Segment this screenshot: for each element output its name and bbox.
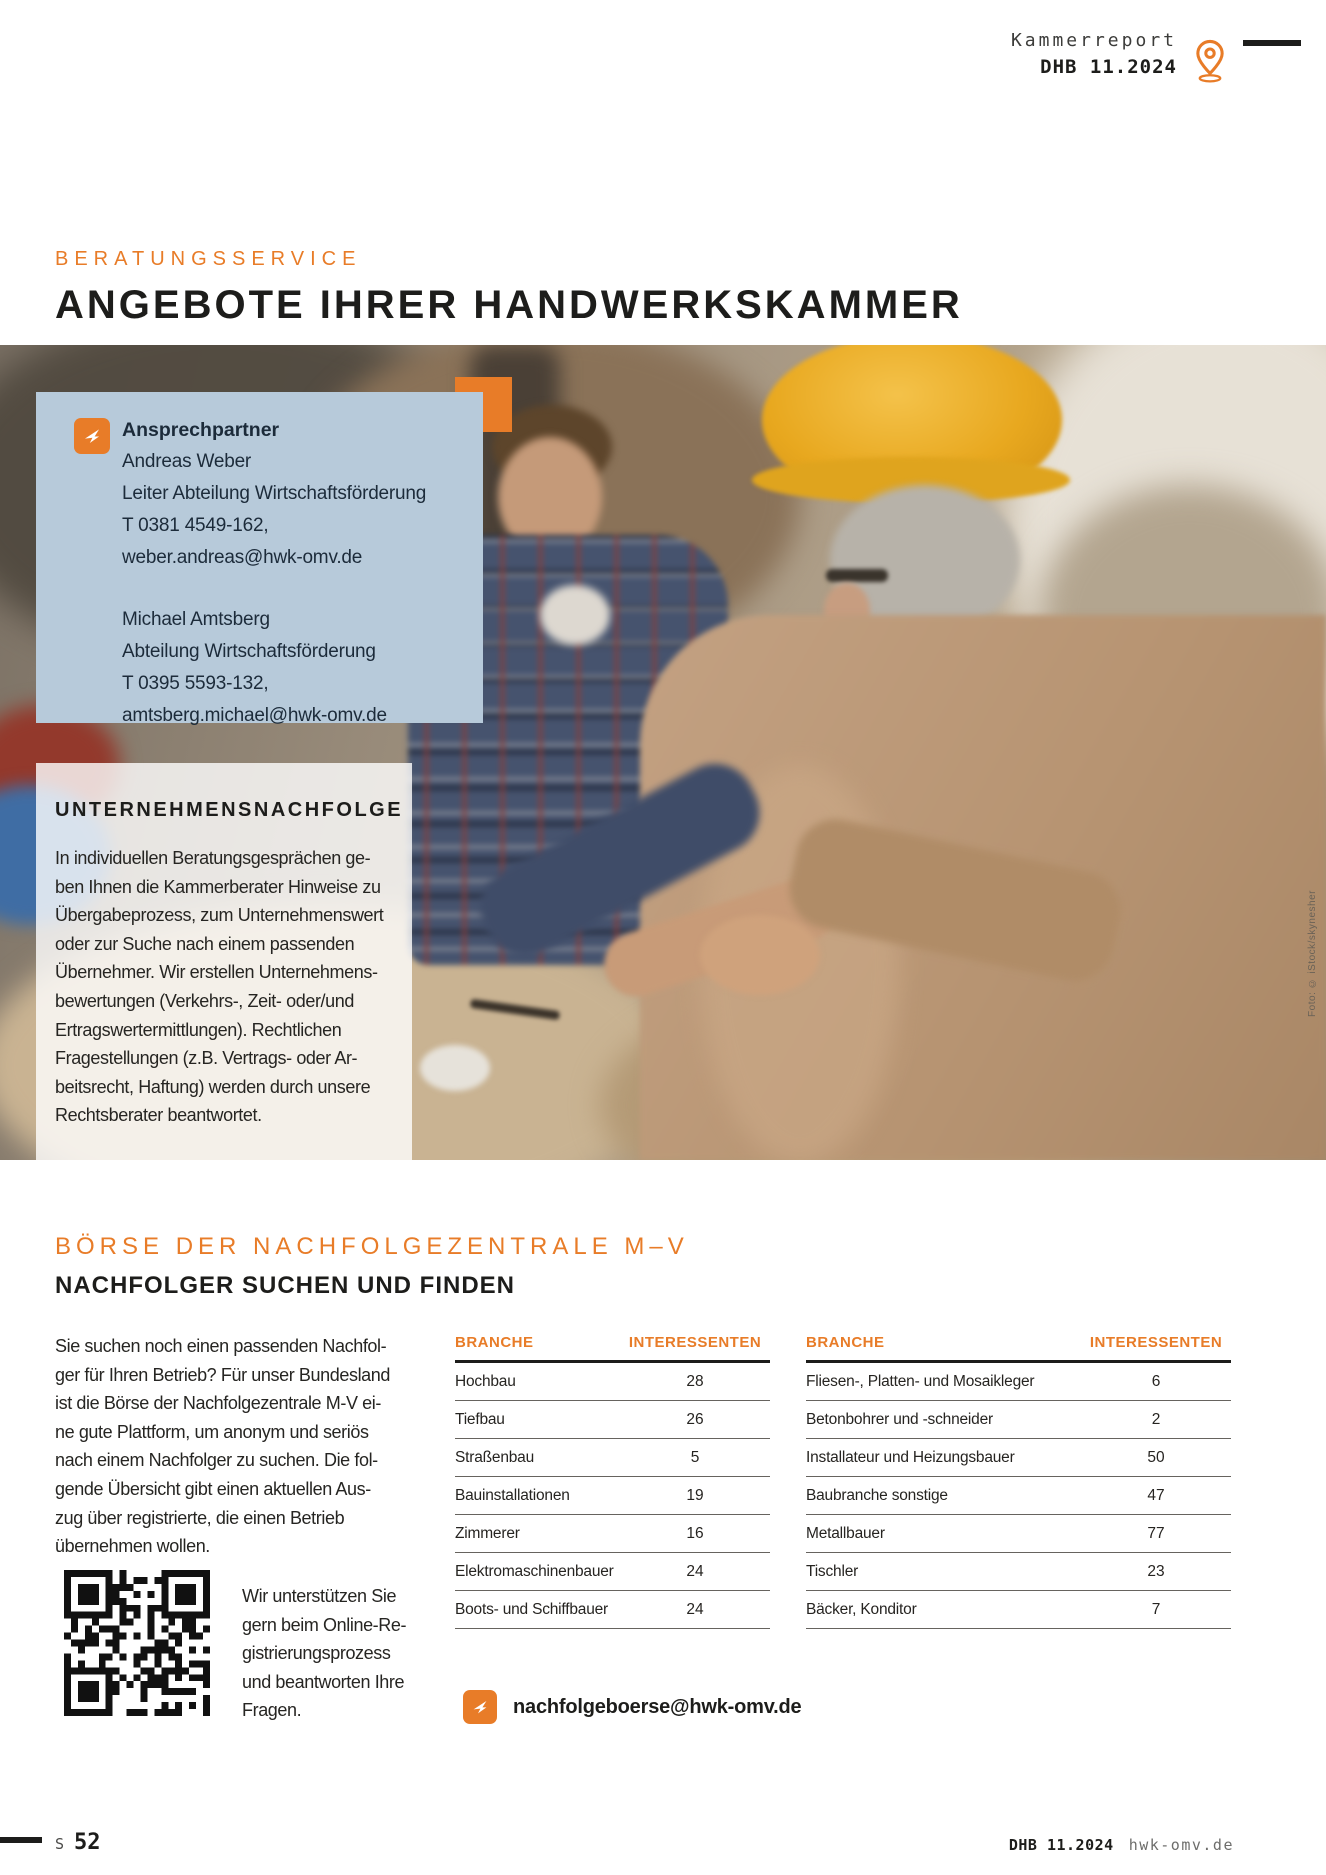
succession-title: UNTERNEHMENSNACHFOLGE bbox=[55, 799, 404, 821]
column-header-branch: BRANCHE bbox=[455, 1334, 534, 1351]
bird-icon bbox=[463, 1690, 497, 1724]
table-row bbox=[455, 1477, 770, 1515]
table-cell-count: 5 bbox=[690, 1448, 700, 1466]
text-line: Übergabeprozess, zum Unternehmenswert bbox=[55, 905, 384, 926]
table-cell-branch: Fliesen-, Platten- und Mosaikleger bbox=[806, 1372, 1035, 1390]
table-cell-branch: Metallbauer bbox=[806, 1524, 885, 1542]
boerse-kicker: BÖRSE DER NACHFOLGEZENTRALE M–V bbox=[55, 1233, 689, 1260]
table-cell-branch: Hochbau bbox=[455, 1372, 516, 1390]
text-line: oder zur Suche nach einem passenden bbox=[55, 933, 355, 954]
text-line: Sie suchen noch einen passenden Nachfol- bbox=[55, 1336, 387, 1356]
table-cell-count: 23 bbox=[1147, 1562, 1165, 1580]
contact-email: amtsberg.michael@hwk-omv.de bbox=[122, 705, 387, 726]
table-cell-count: 50 bbox=[1147, 1448, 1165, 1466]
page-edge-mark-top bbox=[1243, 40, 1301, 46]
table-row bbox=[806, 1591, 1231, 1629]
table-body bbox=[455, 1363, 770, 1629]
table-row bbox=[806, 1515, 1231, 1553]
succession-panel bbox=[36, 763, 412, 1160]
contact-name: Andreas Weber bbox=[122, 451, 252, 472]
table-cell-count: 26 bbox=[686, 1410, 704, 1428]
contact-email: weber.andreas@hwk-omv.de bbox=[122, 547, 363, 568]
table-cell-count: 7 bbox=[1151, 1600, 1161, 1618]
table-row bbox=[455, 1439, 770, 1477]
qr-caption bbox=[242, 1582, 406, 1725]
table-row bbox=[455, 1363, 770, 1401]
table-cell-branch: Straßenbau bbox=[455, 1448, 534, 1466]
text-line: Ertragswertermittlungen). Rechtlichen bbox=[55, 1019, 342, 1040]
text-line: ist die Börse der Nachfolgezentrale M-V ei- bbox=[55, 1393, 381, 1414]
contact-box bbox=[36, 392, 483, 726]
section-kicker: BERATUNGSSERVICE bbox=[55, 248, 362, 270]
issue-label: DHB 11.2024 bbox=[1040, 56, 1177, 78]
table-cell-branch: Elektromaschinenbauer bbox=[455, 1562, 614, 1580]
page-title: ANGEBOTE IHRER HANDWERKSKAMMER bbox=[55, 283, 963, 327]
boerse-title: NACHFOLGER SUCHEN UND FINDEN bbox=[55, 1272, 515, 1299]
boerse-intro bbox=[55, 1332, 390, 1561]
text-line: nach einem Nachfolger zu suchen. Die fol- bbox=[55, 1450, 378, 1471]
table-cell-branch: Zimmerer bbox=[455, 1524, 520, 1542]
qr-block bbox=[64, 1570, 406, 1725]
table-cell-branch: Tiefbau bbox=[455, 1410, 505, 1428]
photo-shape-cup bbox=[420, 1045, 490, 1091]
succession-body bbox=[55, 844, 398, 1130]
photo-credit: Foto: © iStock/skynesher bbox=[1307, 890, 1318, 1017]
text-line: und beantworten Ihre bbox=[242, 1671, 405, 1692]
footer-page-number: 52 bbox=[74, 1830, 101, 1855]
footer-page-prefix: S bbox=[55, 1835, 65, 1853]
text-line: übernehmen wollen. bbox=[55, 1536, 210, 1557]
table-row bbox=[455, 1591, 770, 1629]
table-cell-count: 2 bbox=[1151, 1410, 1161, 1428]
boerse-email: nachfolgeboerse@hwk-omv.de bbox=[513, 1695, 802, 1718]
text-line: Rechtsberater beantwortet. bbox=[55, 1105, 262, 1126]
interest-table-right bbox=[806, 1334, 1231, 1629]
footer-website: hwk-omv.de bbox=[1128, 1836, 1234, 1854]
table-cell-branch: Boots- und Schiffbauer bbox=[455, 1600, 608, 1618]
column-header-interested: INTERESSENTEN bbox=[628, 1334, 762, 1351]
text-line: ne gute Plattform, um anonym und seriös bbox=[55, 1421, 369, 1442]
intro-header bbox=[55, 248, 963, 328]
photo-shape-handshake bbox=[700, 915, 820, 995]
table-cell-count: 24 bbox=[686, 1562, 704, 1580]
text-line: Fragestellungen (z.B. Vertrags- oder Ar- bbox=[55, 1048, 358, 1069]
table-cell-count: 24 bbox=[686, 1600, 704, 1618]
bird-icon bbox=[74, 418, 110, 454]
contact-role: Abteilung Wirtschaftsförderung bbox=[122, 641, 376, 662]
text-line: Übernehmer. Wir erstellen Unternehmens- bbox=[55, 962, 378, 983]
table-row bbox=[806, 1553, 1231, 1591]
table-cell-count: 19 bbox=[686, 1486, 704, 1504]
table-cell-branch: Tischler bbox=[806, 1562, 859, 1580]
footer-issue: DHB 11.2024 bbox=[1008, 1836, 1114, 1854]
table-row bbox=[455, 1553, 770, 1591]
text-line: Wir unterstützen Sie bbox=[242, 1586, 397, 1606]
text-line: gern beim Online-Re- bbox=[242, 1614, 407, 1635]
qr-code bbox=[64, 1570, 210, 1716]
text-line: gistrierungsprozess bbox=[242, 1643, 391, 1664]
table-row bbox=[455, 1515, 770, 1553]
table-cell-count: 47 bbox=[1147, 1486, 1165, 1504]
masthead-text bbox=[1011, 30, 1177, 78]
contact-box-heading: Ansprechpartner bbox=[122, 419, 280, 441]
text-line: In individuellen Beratungsgesprächen ge- bbox=[55, 848, 371, 868]
photo-shape-white-tee bbox=[540, 585, 610, 645]
text-line: gende Übersicht gibt einen aktuellen Aus- bbox=[55, 1478, 371, 1499]
photo-shape-glasses bbox=[826, 569, 888, 582]
column-header-interested: INTERESSENTEN bbox=[1089, 1334, 1223, 1351]
footer-page-indicator bbox=[55, 1830, 101, 1855]
contact-gap bbox=[122, 574, 463, 604]
text-line: ger für Ihren Betrieb? Für unser Bundesland bbox=[55, 1364, 391, 1385]
text-line: bewertungen (Verkehrs-, Zeit- oder/und bbox=[55, 990, 354, 1011]
magazine-name: Kammerreport bbox=[1010, 30, 1177, 51]
column-header-branch: BRANCHE bbox=[806, 1334, 885, 1351]
table-row bbox=[806, 1401, 1231, 1439]
table-row bbox=[806, 1363, 1231, 1401]
page-edge-mark-bottom bbox=[0, 1837, 42, 1843]
table-body bbox=[806, 1363, 1231, 1629]
table-cell-count: 16 bbox=[686, 1524, 704, 1542]
interest-table-left bbox=[455, 1334, 770, 1629]
table-cell-branch: Baubranche sonstige bbox=[806, 1486, 948, 1504]
email-row bbox=[463, 1690, 801, 1724]
table-row bbox=[806, 1477, 1231, 1515]
table-row bbox=[455, 1401, 770, 1439]
table-cell-branch: Bauinstallationen bbox=[455, 1486, 570, 1504]
table-header-row bbox=[455, 1334, 770, 1363]
text-line: ben Ihnen die Kammerberater Hinweise zu bbox=[55, 876, 381, 897]
text-line: Fragen. bbox=[242, 1700, 302, 1721]
location-pin-icon bbox=[1191, 32, 1229, 90]
table-cell-count: 28 bbox=[686, 1372, 704, 1390]
table-cell-count: 77 bbox=[1147, 1524, 1165, 1542]
table-row bbox=[806, 1439, 1231, 1477]
table-cell-branch: Installateur und Heizungsbauer bbox=[806, 1448, 1015, 1466]
footer-issue-info bbox=[1009, 1836, 1234, 1854]
table-header-row bbox=[806, 1334, 1231, 1363]
table-cell-branch: Bäcker, Konditor bbox=[806, 1600, 917, 1618]
contact-role: Leiter Abteilung Wirtschaftsförderung bbox=[122, 483, 427, 504]
masthead bbox=[1011, 30, 1301, 90]
table-cell-branch: Betonbohrer und -schneider bbox=[806, 1410, 993, 1428]
boerse-header bbox=[55, 1233, 689, 1300]
text-line: beitsrecht, Haftung) werden durch unsere bbox=[55, 1076, 371, 1097]
contact-name: Michael Amtsberg bbox=[122, 609, 270, 630]
interest-table bbox=[455, 1334, 1231, 1629]
contact-phone: T 0381 4549-162, bbox=[122, 515, 269, 536]
contact-phone: T 0395 5593-132, bbox=[122, 673, 269, 694]
text-line: zug über registrierte, die einen Betrieb bbox=[55, 1507, 345, 1528]
table-cell-count: 6 bbox=[1151, 1372, 1161, 1390]
